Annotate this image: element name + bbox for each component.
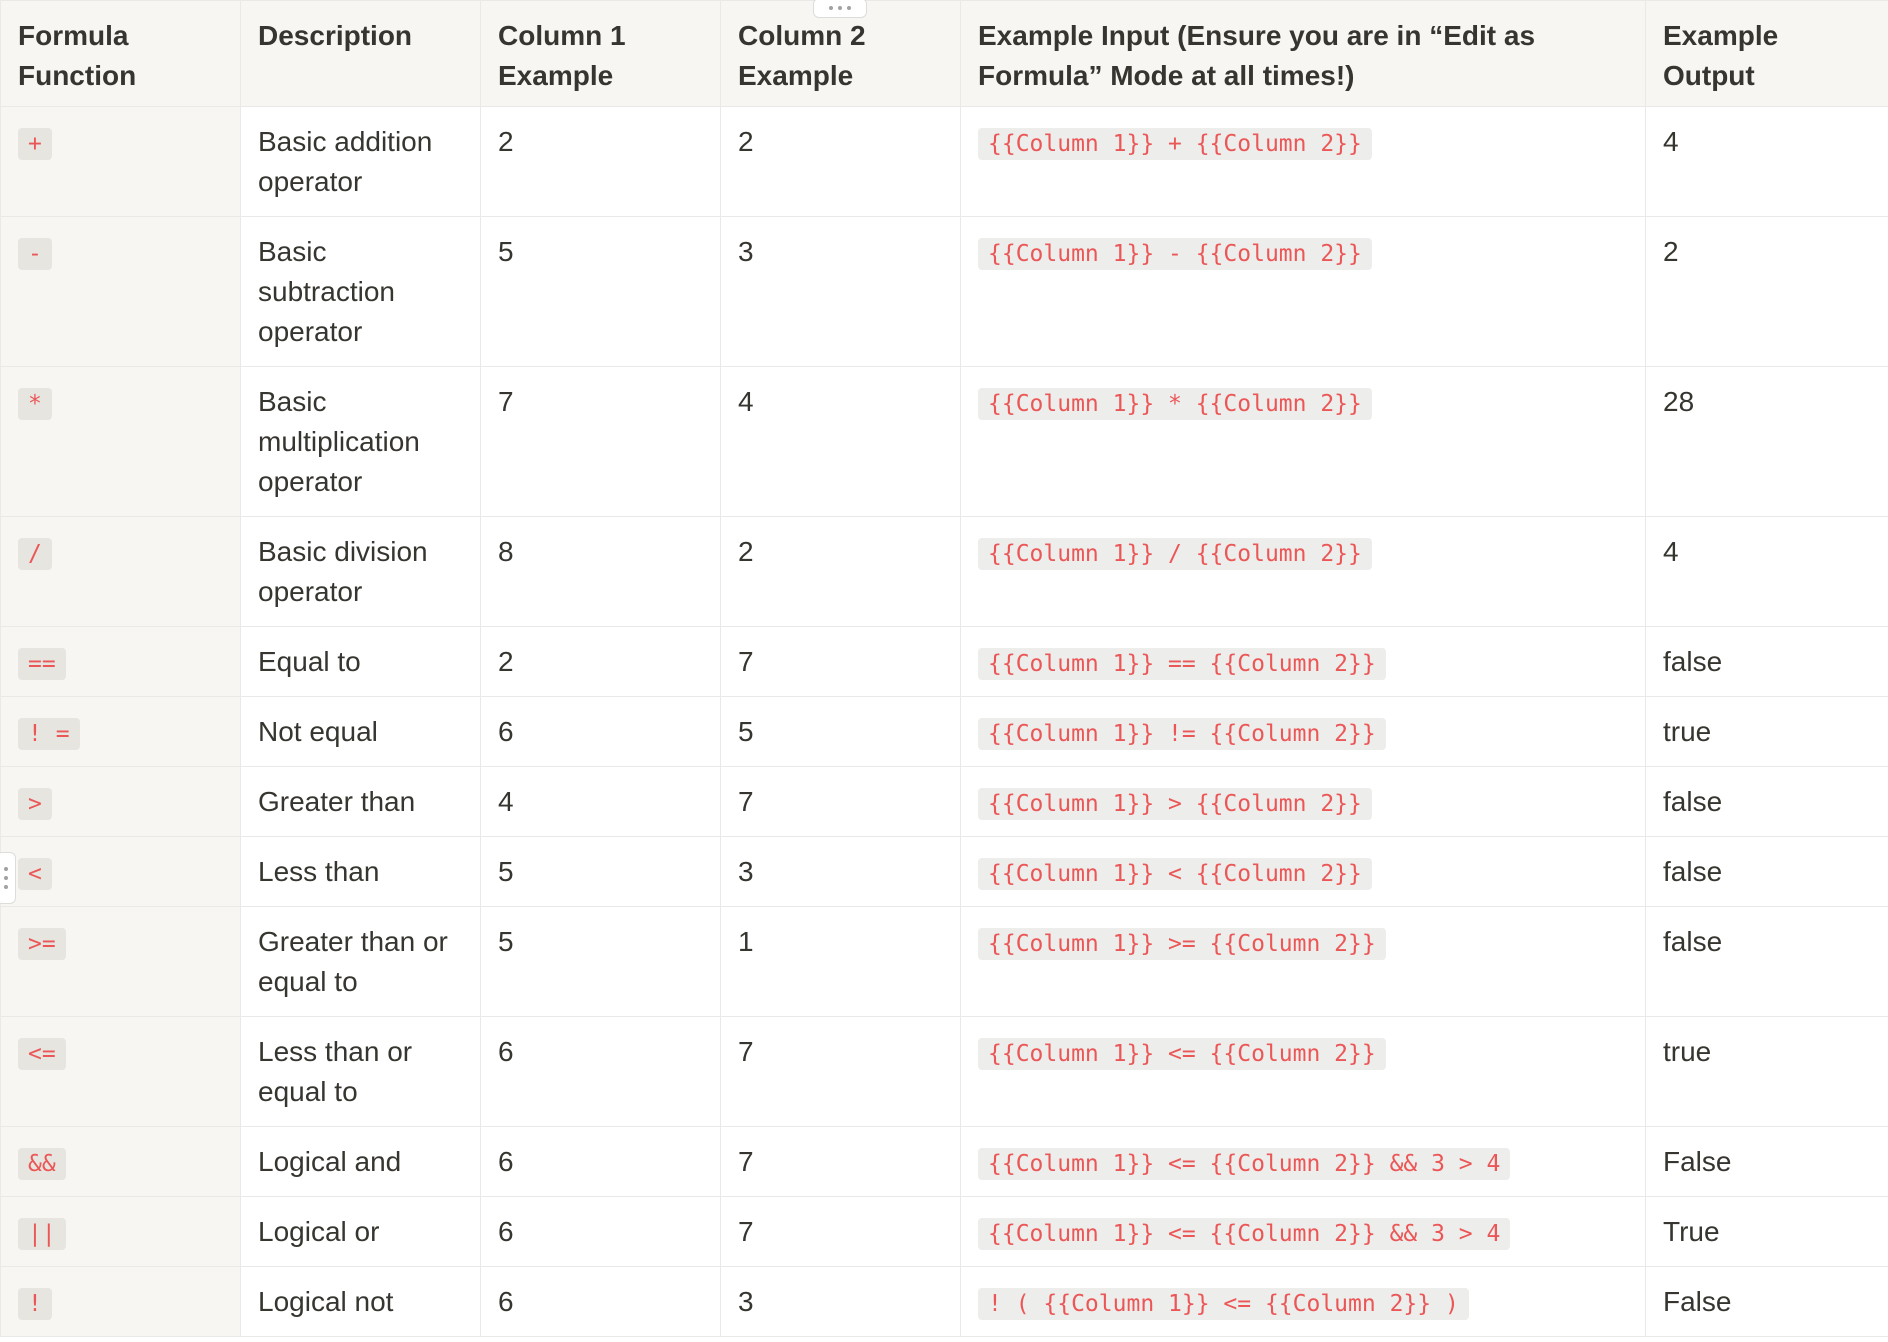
function-code: && <box>18 1148 66 1180</box>
output-cell[interactable]: false <box>1646 627 1888 697</box>
input-cell[interactable] <box>961 837 1646 907</box>
column-1-cell[interactable]: 4 <box>481 767 721 837</box>
function-code: ! = <box>18 718 80 750</box>
table-row <box>1 1267 1888 1337</box>
header-column-2-example[interactable]: Column 2 Example <box>721 1 961 107</box>
function-code: == <box>18 648 66 680</box>
description-cell[interactable]: Logical not <box>241 1267 481 1337</box>
header-column-1-example[interactable]: Column 1 Example <box>481 1 721 107</box>
function-cell[interactable] <box>1 1197 241 1267</box>
handle-dot <box>838 6 842 10</box>
column-1-cell[interactable]: 2 <box>481 107 721 217</box>
drag-handle-horizontal-icon[interactable] <box>813 0 867 18</box>
function-cell[interactable] <box>1 1267 241 1337</box>
table-row <box>1 217 1888 367</box>
function-cell[interactable] <box>1 1127 241 1197</box>
function-code: ! <box>18 1288 52 1320</box>
table-row <box>1 1017 1888 1127</box>
function-code: + <box>18 128 52 160</box>
function-cell[interactable] <box>1 697 241 767</box>
input-code: {{Column 1}} <= {{Column 2}} && 3 > 4 <box>978 1218 1510 1250</box>
input-code: {{Column 1}} * {{Column 2}} <box>978 388 1372 420</box>
function-cell[interactable] <box>1 217 241 367</box>
input-cell[interactable] <box>961 697 1646 767</box>
input-cell[interactable] <box>961 217 1646 367</box>
header-example-input[interactable]: Example Input (Ensure you are in “Edit as Formula” Mode at all times!) <box>961 1 1646 107</box>
table-row <box>1 697 1888 767</box>
description-cell[interactable]: Logical or <box>241 1197 481 1267</box>
table-row <box>1 907 1888 1017</box>
handle-dot <box>829 6 833 10</box>
function-code: - <box>18 238 52 270</box>
column-1-cell[interactable]: 6 <box>481 1017 721 1127</box>
output-cell[interactable]: False <box>1646 1127 1888 1197</box>
output-cell[interactable]: 4 <box>1646 517 1888 627</box>
function-code: <= <box>18 1038 66 1070</box>
input-cell[interactable] <box>961 907 1646 1017</box>
column-2-cell[interactable]: 3 <box>721 217 961 367</box>
description-cell[interactable]: Greater than or equal to <box>241 907 481 1017</box>
output-cell[interactable]: true <box>1646 1017 1888 1127</box>
input-code: {{Column 1}} < {{Column 2}} <box>978 858 1372 890</box>
input-cell[interactable] <box>961 1017 1646 1127</box>
column-2-cell[interactable]: 7 <box>721 1197 961 1267</box>
function-code: / <box>18 538 52 570</box>
column-1-cell[interactable]: 7 <box>481 367 721 517</box>
output-cell[interactable]: false <box>1646 837 1888 907</box>
column-2-cell[interactable]: 7 <box>721 1127 961 1197</box>
description-cell[interactable]: Basic subtraction operator <box>241 217 481 367</box>
table-row <box>1 367 1888 517</box>
function-cell[interactable] <box>1 837 241 907</box>
output-cell[interactable]: false <box>1646 907 1888 1017</box>
column-2-cell[interactable]: 3 <box>721 837 961 907</box>
handle-dot <box>4 876 8 880</box>
output-cell[interactable]: 4 <box>1646 107 1888 217</box>
input-code: {{Column 1}} - {{Column 2}} <box>978 238 1372 270</box>
description-cell[interactable]: Basic multiplication operator <box>241 367 481 517</box>
function-code: * <box>18 388 52 420</box>
output-cell[interactable]: 2 <box>1646 217 1888 367</box>
function-cell[interactable] <box>1 367 241 517</box>
table-row <box>1 517 1888 627</box>
input-cell[interactable] <box>961 767 1646 837</box>
function-cell[interactable] <box>1 907 241 1017</box>
output-cell[interactable]: 28 <box>1646 367 1888 517</box>
input-cell[interactable] <box>961 627 1646 697</box>
column-1-cell[interactable]: 5 <box>481 837 721 907</box>
column-2-cell[interactable]: 2 <box>721 517 961 627</box>
column-2-cell[interactable]: 2 <box>721 107 961 217</box>
description-cell[interactable]: Less than or equal to <box>241 1017 481 1127</box>
input-cell[interactable] <box>961 517 1646 627</box>
column-1-cell[interactable]: 5 <box>481 907 721 1017</box>
table-row <box>1 1197 1888 1267</box>
function-cell[interactable] <box>1 517 241 627</box>
column-2-cell[interactable]: 4 <box>721 367 961 517</box>
function-code: > <box>18 788 52 820</box>
function-code: < <box>18 858 52 890</box>
output-cell[interactable]: True <box>1646 1197 1888 1267</box>
output-cell[interactable]: false <box>1646 767 1888 837</box>
header-row <box>1 1 1888 107</box>
header-example-output[interactable]: Example Output <box>1646 1 1888 107</box>
description-cell[interactable]: Not equal <box>241 697 481 767</box>
drag-handle-vertical-icon[interactable] <box>0 852 16 904</box>
input-code: {{Column 1}} > {{Column 2}} <box>978 788 1372 820</box>
function-code: >= <box>18 928 66 960</box>
column-1-cell[interactable]: 5 <box>481 217 721 367</box>
description-cell[interactable]: Greater than <box>241 767 481 837</box>
column-1-cell[interactable]: 6 <box>481 1267 721 1337</box>
input-cell[interactable] <box>961 367 1646 517</box>
column-2-cell[interactable]: 7 <box>721 767 961 837</box>
input-code: {{Column 1}} == {{Column 2}} <box>978 648 1386 680</box>
description-cell[interactable]: Basic addition operator <box>241 107 481 217</box>
input-code: {{Column 1}} + {{Column 2}} <box>978 128 1372 160</box>
handle-dot <box>847 6 851 10</box>
handle-dot <box>4 885 8 889</box>
function-cell[interactable] <box>1 627 241 697</box>
input-cell[interactable] <box>961 1197 1646 1267</box>
column-2-cell[interactable]: 7 <box>721 1017 961 1127</box>
input-code: {{Column 1}} <= {{Column 2}} && 3 > 4 <box>978 1148 1510 1180</box>
input-code: {{Column 1}} <= {{Column 2}} <box>978 1038 1386 1070</box>
function-cell[interactable] <box>1 767 241 837</box>
description-cell[interactable]: Basic division operator <box>241 517 481 627</box>
table-row <box>1 627 1888 697</box>
function-cell[interactable] <box>1 107 241 217</box>
table-row <box>1 837 1888 907</box>
input-code: {{Column 1}} / {{Column 2}} <box>978 538 1372 570</box>
column-1-cell[interactable]: 6 <box>481 1127 721 1197</box>
input-code: {{Column 1}} != {{Column 2}} <box>978 718 1386 750</box>
column-1-cell[interactable]: 6 <box>481 1197 721 1267</box>
column-1-cell[interactable]: 8 <box>481 517 721 627</box>
description-cell[interactable]: Less than <box>241 837 481 907</box>
table-row <box>1 1127 1888 1197</box>
column-2-cell[interactable]: 5 <box>721 697 961 767</box>
function-code: || <box>18 1218 66 1250</box>
table-row <box>1 107 1888 217</box>
column-1-cell[interactable]: 6 <box>481 697 721 767</box>
column-2-cell[interactable]: 1 <box>721 907 961 1017</box>
function-cell[interactable] <box>1 1017 241 1127</box>
input-cell[interactable] <box>961 1127 1646 1197</box>
header-formula-function[interactable]: Formula Function <box>1 1 241 107</box>
input-code: ! ( {{Column 1}} <= {{Column 2}} ) <box>978 1288 1469 1320</box>
input-code: {{Column 1}} >= {{Column 2}} <box>978 928 1386 960</box>
output-cell[interactable]: true <box>1646 697 1888 767</box>
input-cell[interactable] <box>961 107 1646 217</box>
header-description[interactable]: Description <box>241 1 481 107</box>
description-cell[interactable]: Equal to <box>241 627 481 697</box>
column-2-cell[interactable]: 7 <box>721 627 961 697</box>
table-row <box>1 767 1888 837</box>
column-1-cell[interactable]: 2 <box>481 627 721 697</box>
handle-dot <box>4 867 8 871</box>
column-2-cell[interactable]: 3 <box>721 1267 961 1337</box>
input-cell[interactable] <box>961 1267 1646 1337</box>
description-cell[interactable]: Logical and <box>241 1127 481 1197</box>
output-cell[interactable]: False <box>1646 1267 1888 1337</box>
